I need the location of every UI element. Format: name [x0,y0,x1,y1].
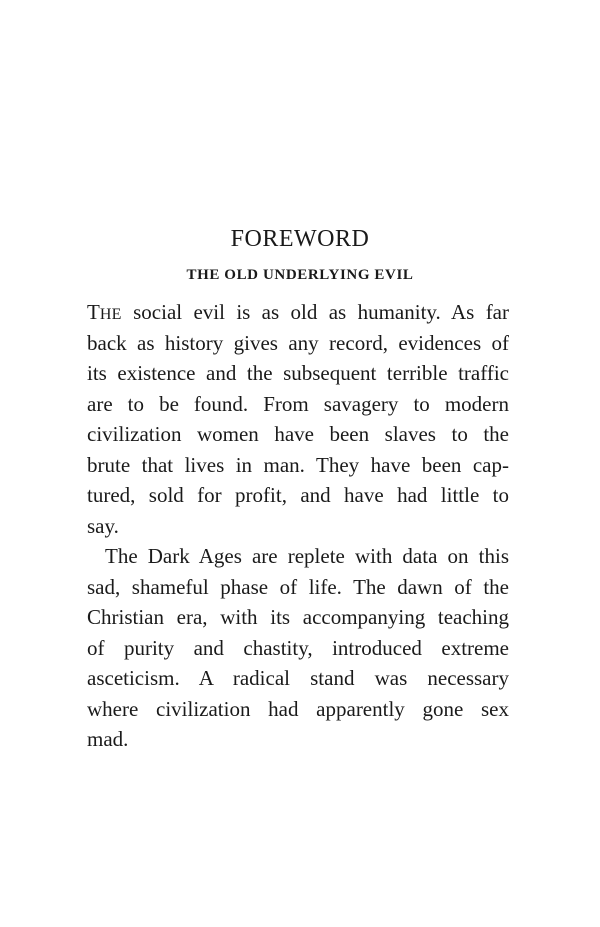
chapter-heading: FOREWORD [230,226,370,252]
paragraph-1-line: brute that lives in man. They have been cap- [87,452,509,477]
paragraph-2-line: The Dark Ages are replete with data on this [105,544,509,568]
paragraph-2-line: of purity and chastity, introduced extreme [87,635,509,660]
body-text [87,297,509,755]
paragraph-1-line: back as history gives any record, evidences of [87,330,509,355]
paragraph-1-line: its existence and the subsequent terrible traffic [87,361,509,385]
paragraph-1-line: tured, sold for profit, and have had little to [87,483,509,507]
lead-word-initial: T [87,300,100,324]
paragraph-1-line: civilization women have been slaves to the [87,422,509,446]
paragraph-1-line: are to be found. From savagery to modern [87,391,509,416]
paragraph-2-last-line: mad. [87,727,129,751]
paragraph-2-line: asceticism. A radical stand was necessary [87,666,509,690]
paragraph-1-last-line: say. [87,513,119,538]
paragraph-2-line: where civilization had apparently gone sex [87,696,509,721]
chapter-subheading: THE OLD UNDERLYING EVIL [186,267,414,283]
paragraph-2-line: Christian era, with its accompanying teaching [87,605,509,629]
lead-word-rest: HE [99,306,122,323]
paragraph-2-line: sad, shameful phase of life. The dawn of the [87,574,509,599]
line-rest: social evil is as old as humanity. As far [121,300,509,324]
paragraph-1-line-1 [87,297,509,328]
